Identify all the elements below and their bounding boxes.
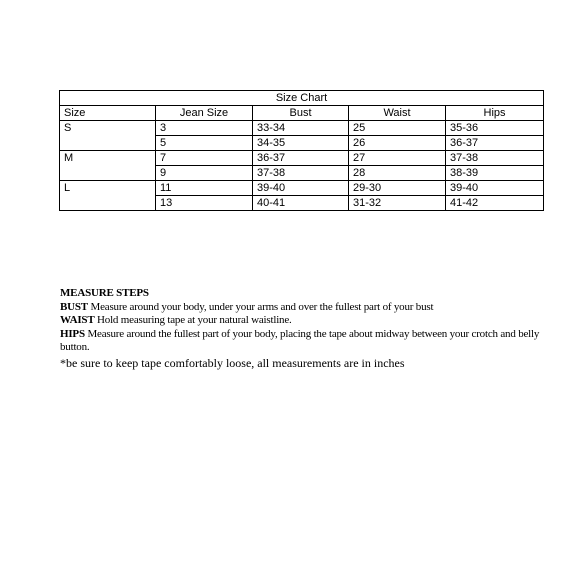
bust-cell: 39-40	[253, 181, 349, 196]
hips-label: HIPS	[60, 327, 85, 340]
bust-cell: 34-35	[253, 136, 349, 151]
bust-instruction	[60, 301, 540, 315]
bust-text: Measure around your body, under your arms and over the fullest part of your bust	[90, 300, 434, 313]
table-row	[60, 136, 544, 151]
size-chart-table	[59, 90, 544, 211]
measure-steps-heading: MEASURE STEPS	[60, 287, 149, 299]
hips-instruction	[60, 328, 540, 355]
table-row	[60, 121, 544, 136]
size-cell	[60, 196, 156, 211]
waist-instruction	[60, 314, 540, 328]
table-row	[60, 196, 544, 211]
waist-cell: 26	[349, 136, 446, 151]
waist-text: Hold measuring tape at your natural waistline.	[97, 314, 292, 326]
hips-cell: 35-36	[446, 121, 544, 136]
jean-size-cell: 7	[156, 151, 253, 166]
size-cell	[60, 166, 156, 181]
table-row	[60, 181, 544, 196]
bust-cell: 36-37	[253, 151, 349, 166]
header-bust: Bust	[253, 106, 349, 121]
bust-label: BUST	[60, 300, 88, 313]
table-row	[60, 166, 544, 181]
header-size: Size	[60, 106, 156, 121]
measure-steps	[60, 287, 540, 371]
jean-size-cell: 11	[156, 181, 253, 196]
bust-cell: 37-38	[253, 166, 349, 181]
hips-cell: 37-38	[446, 151, 544, 166]
jean-size-cell: 3	[156, 121, 253, 136]
hips-cell: 39-40	[446, 181, 544, 196]
size-chart-header-row	[60, 106, 544, 121]
size-chart-title: Size Chart	[60, 91, 544, 106]
jean-size-cell: 5	[156, 136, 253, 151]
waist-cell: 29-30	[349, 181, 446, 196]
header-waist: Waist	[349, 106, 446, 121]
jean-size-cell: 13	[156, 196, 253, 211]
waist-cell: 31-32	[349, 196, 446, 211]
waist-label: WAIST	[60, 314, 95, 326]
size-cell	[60, 136, 156, 151]
size-cell: M	[60, 151, 156, 166]
hips-cell: 41-42	[446, 196, 544, 211]
waist-cell: 25	[349, 121, 446, 136]
bust-cell: 40-41	[253, 196, 349, 211]
size-cell: S	[60, 121, 156, 136]
table-row	[60, 151, 544, 166]
waist-cell: 27	[349, 151, 446, 166]
bust-cell: 33-34	[253, 121, 349, 136]
hips-cell: 36-37	[446, 136, 544, 151]
jean-size-cell: 9	[156, 166, 253, 181]
size-cell: L	[60, 181, 156, 196]
hips-cell: 38-39	[446, 166, 544, 181]
measurement-note: *be sure to keep tape comfortably loose, all measurements are in inches	[60, 355, 405, 370]
hips-text: Measure around the fullest part of your body, placing the tape about midway between your crotch and belly button.	[60, 327, 540, 353]
size-chart-title-row	[60, 91, 544, 106]
header-hips: Hips	[446, 106, 544, 121]
header-jean-size: Jean Size	[156, 106, 253, 121]
waist-cell: 28	[349, 166, 446, 181]
